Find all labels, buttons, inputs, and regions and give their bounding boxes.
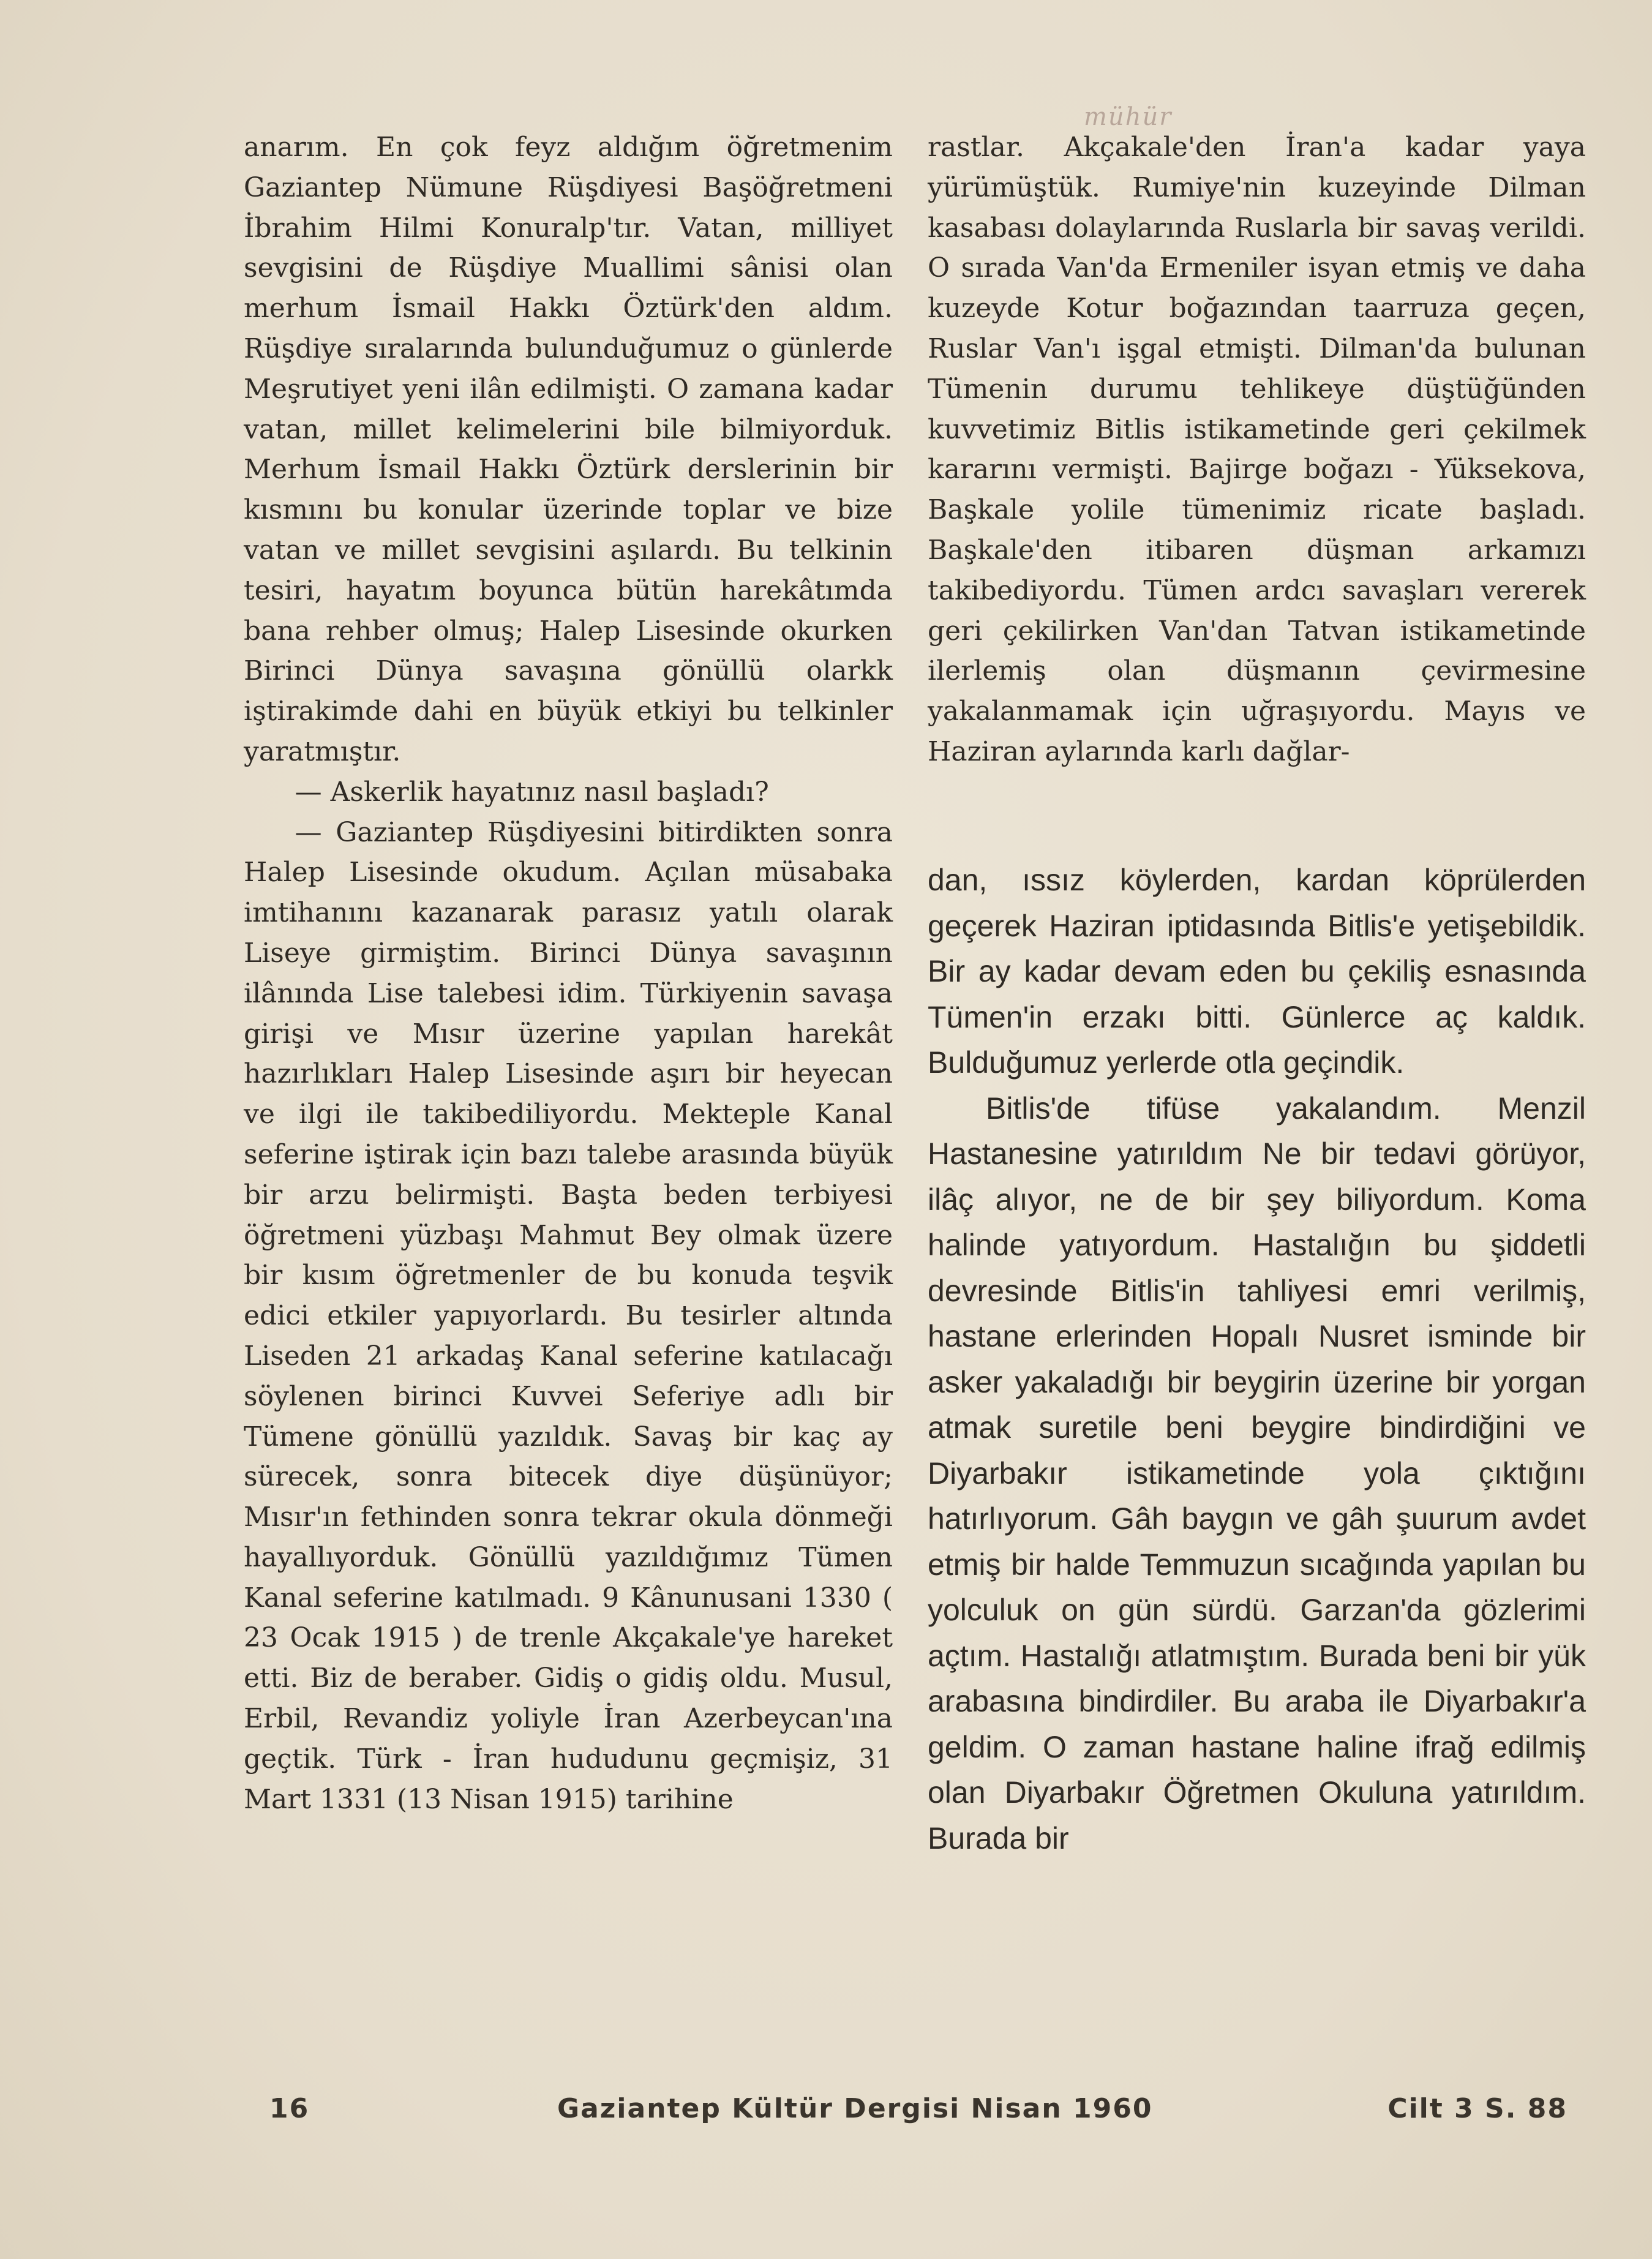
paragraph: dan, ıssız köylerden, kardan köprülerden geçerek Haziran iptidasında Bitlis'e yetişebildik. Bir ay kadar devam eden bu çekiliş esnasında Tümen'in erzakı bitti. Günlerce aç kaldık. Bulduğumuz yerlerde otla geçindik. xyxy=(928,863,1586,1080)
interview-question: — Askerlik hayatınız nasıl başladı? xyxy=(295,776,769,808)
faded-stamp: mühür xyxy=(1084,103,1173,131)
page-footer xyxy=(269,2093,1568,2136)
right-column-bottom xyxy=(928,857,1586,1861)
volume-issue: Cilt 3 S. 88 xyxy=(1387,2093,1568,2124)
paragraph: rastlar. Akçakale'den İran'a kadar yaya yürümüştük. Rumiye'nin kuzeyinde Dilman kasabası dolaylarında Ruslarla bir savaş verildi. O sırada Van'da Ermeniler isyan etmiş ve daha kuzeyde Kotur boğazından taarruza geçen, Ruslar Van'ı işgal etmişti. Dilman'da bulunan Tümenin durumu tehlikeye düştüğünden kuvvetimiz Bitlis istikametinde geri çekilmek kararını vermişti. Bajirge boğazı - Yüksekova, Başkale yolile tümenimiz ricate başladı. Başkale'den itibaren düşman arkamızı takibediyordu. Tümen ardcı savaşları vererek geri çekilirken Van'dan Tatvan istikametinde ilerlemiş olan düşmanın çevirmesine yakalanmamak için uğraşıyordu. Mayıs ve Haziran aylarında karlı dağlar- xyxy=(928,132,1586,767)
left-column xyxy=(244,127,893,1819)
magazine-title: Gaziantep Kültür Dergisi Nisan 1960 xyxy=(557,2093,1153,2124)
page-number: 16 xyxy=(269,2093,310,2124)
paragraph: — Gaziantep Rüşdiyesini bitirdikten sonra Halep Lisesinde okudum. Açılan müsabaka imtihanını kazanarak parasız yatılı olarak Liseye girmiştim. Birinci Dünya savaşının ilânında Lise talebesi idim. Türkiyenin savaşa girişi ve Mısır üzerine yapılan harekât hazırlıkları Halep Lisesinde aşırı bir heyecan ve ilgi ile takibediliyordu. Mekteple Kanal seferine iştirak için bazı talebe arasında büyük bir arzu belirmişti. Başta beden terbiyesi öğretmeni yüzbaşı Mahmut Bey olmak üzere bir kısım öğretmenler de bu konuda teşvik edici etkiler yapıyorlardı. Bu tesirler altında Liseden 21 arkadaş Kanal seferine katılacağı söylenen birinci Kuvvei Seferiye adlı bir Tümene gönüllü yazıldık. Savaş bir kaç ay sürecek, sonra bitecek diye düşünüyor; Mısır'ın fethinden sonra tekrar okula dönmeği hayallıyorduk. Gönüllü yazıldığımız Tümen Kanal seferine katılmadı. 9 Kânunusani 1330 ( 23 Ocak 1915 ) de trenle Akçakale'ye hareket etti. Biz de beraber. Gidiş o gidiş oldu. Musul, Erbil, Revandiz yoliyle İran Azerbeycan'ına geçtik. Türk - İran hududunu geçmişiz, 31 Mart 1331 (13 Nisan 1915) tarihine xyxy=(244,816,893,1815)
right-column-top xyxy=(928,127,1586,772)
paragraph: anarım. En çok feyz aldığım öğretmenim Gaziantep Nümune Rüşdiyesi Başöğretmeni İbrahim Hilmi Konuralp'tır. Vatan, milliyet sevgisini de Rüşdiye Muallimi sânisi olan merhum İsmail Hakkı Öztürk'den aldım. Rüşdiye sıralarında bulunduğumuz o günlerde Meşrutiyet yeni ilân edilmişti. O zamana kadar vatan, millet kelimelerini bile bilmiyorduk. Merhum İsmail Hakkı Öztürk derslerinin bir kısmını bu konular üzerinde toplar ve bize vatan ve millet sevgisini aşılardı. Bu telkinin tesiri, hayatım boyunca bütün harekâtımda bana rehber olmuş; Halep Lisesinde okurken Birinci Dünya savaşına gönüllü olarkk iştirakimde dahi en büyük etkiyi bu telkinler yaratmıştır. xyxy=(244,132,893,767)
paragraph: Bitlis'de tifüse yakalandım. Menzil Hastanesine yatırıldım Ne bir tedavi görüyor, ilâç alıyor, ne de bir şey biliyordum. Koma halinde yatıyordum. Hastalığın bu şiddetli devresinde Bitlis'in tahliyesi emri verilmiş, hastane erlerinden Hopalı Nusret isminde bir asker yakaladığı bir beygirin üzerine bir yorgan atmak suretile beni beygire bindirdiğini ve Diyarbakır istikametinde yola çıktığını hatırlıyorum. Gâh baygın ve gâh şuurum avdet etmiş bir halde Temmuzun sıcağında yapılan bu yolculuk on gün sürdü. Garzan'da gözlerimi açtım. Hastalığı atlatmıştım. Burada beni bir yük arabasına bindirdiler. Bu araba ile Diyarbakır'a geldim. O zaman hastane haline ifrağ edilmiş olan Diyarbakır Öğretmen Okuluna yatırıldım. Burada bir xyxy=(928,1091,1586,1855)
